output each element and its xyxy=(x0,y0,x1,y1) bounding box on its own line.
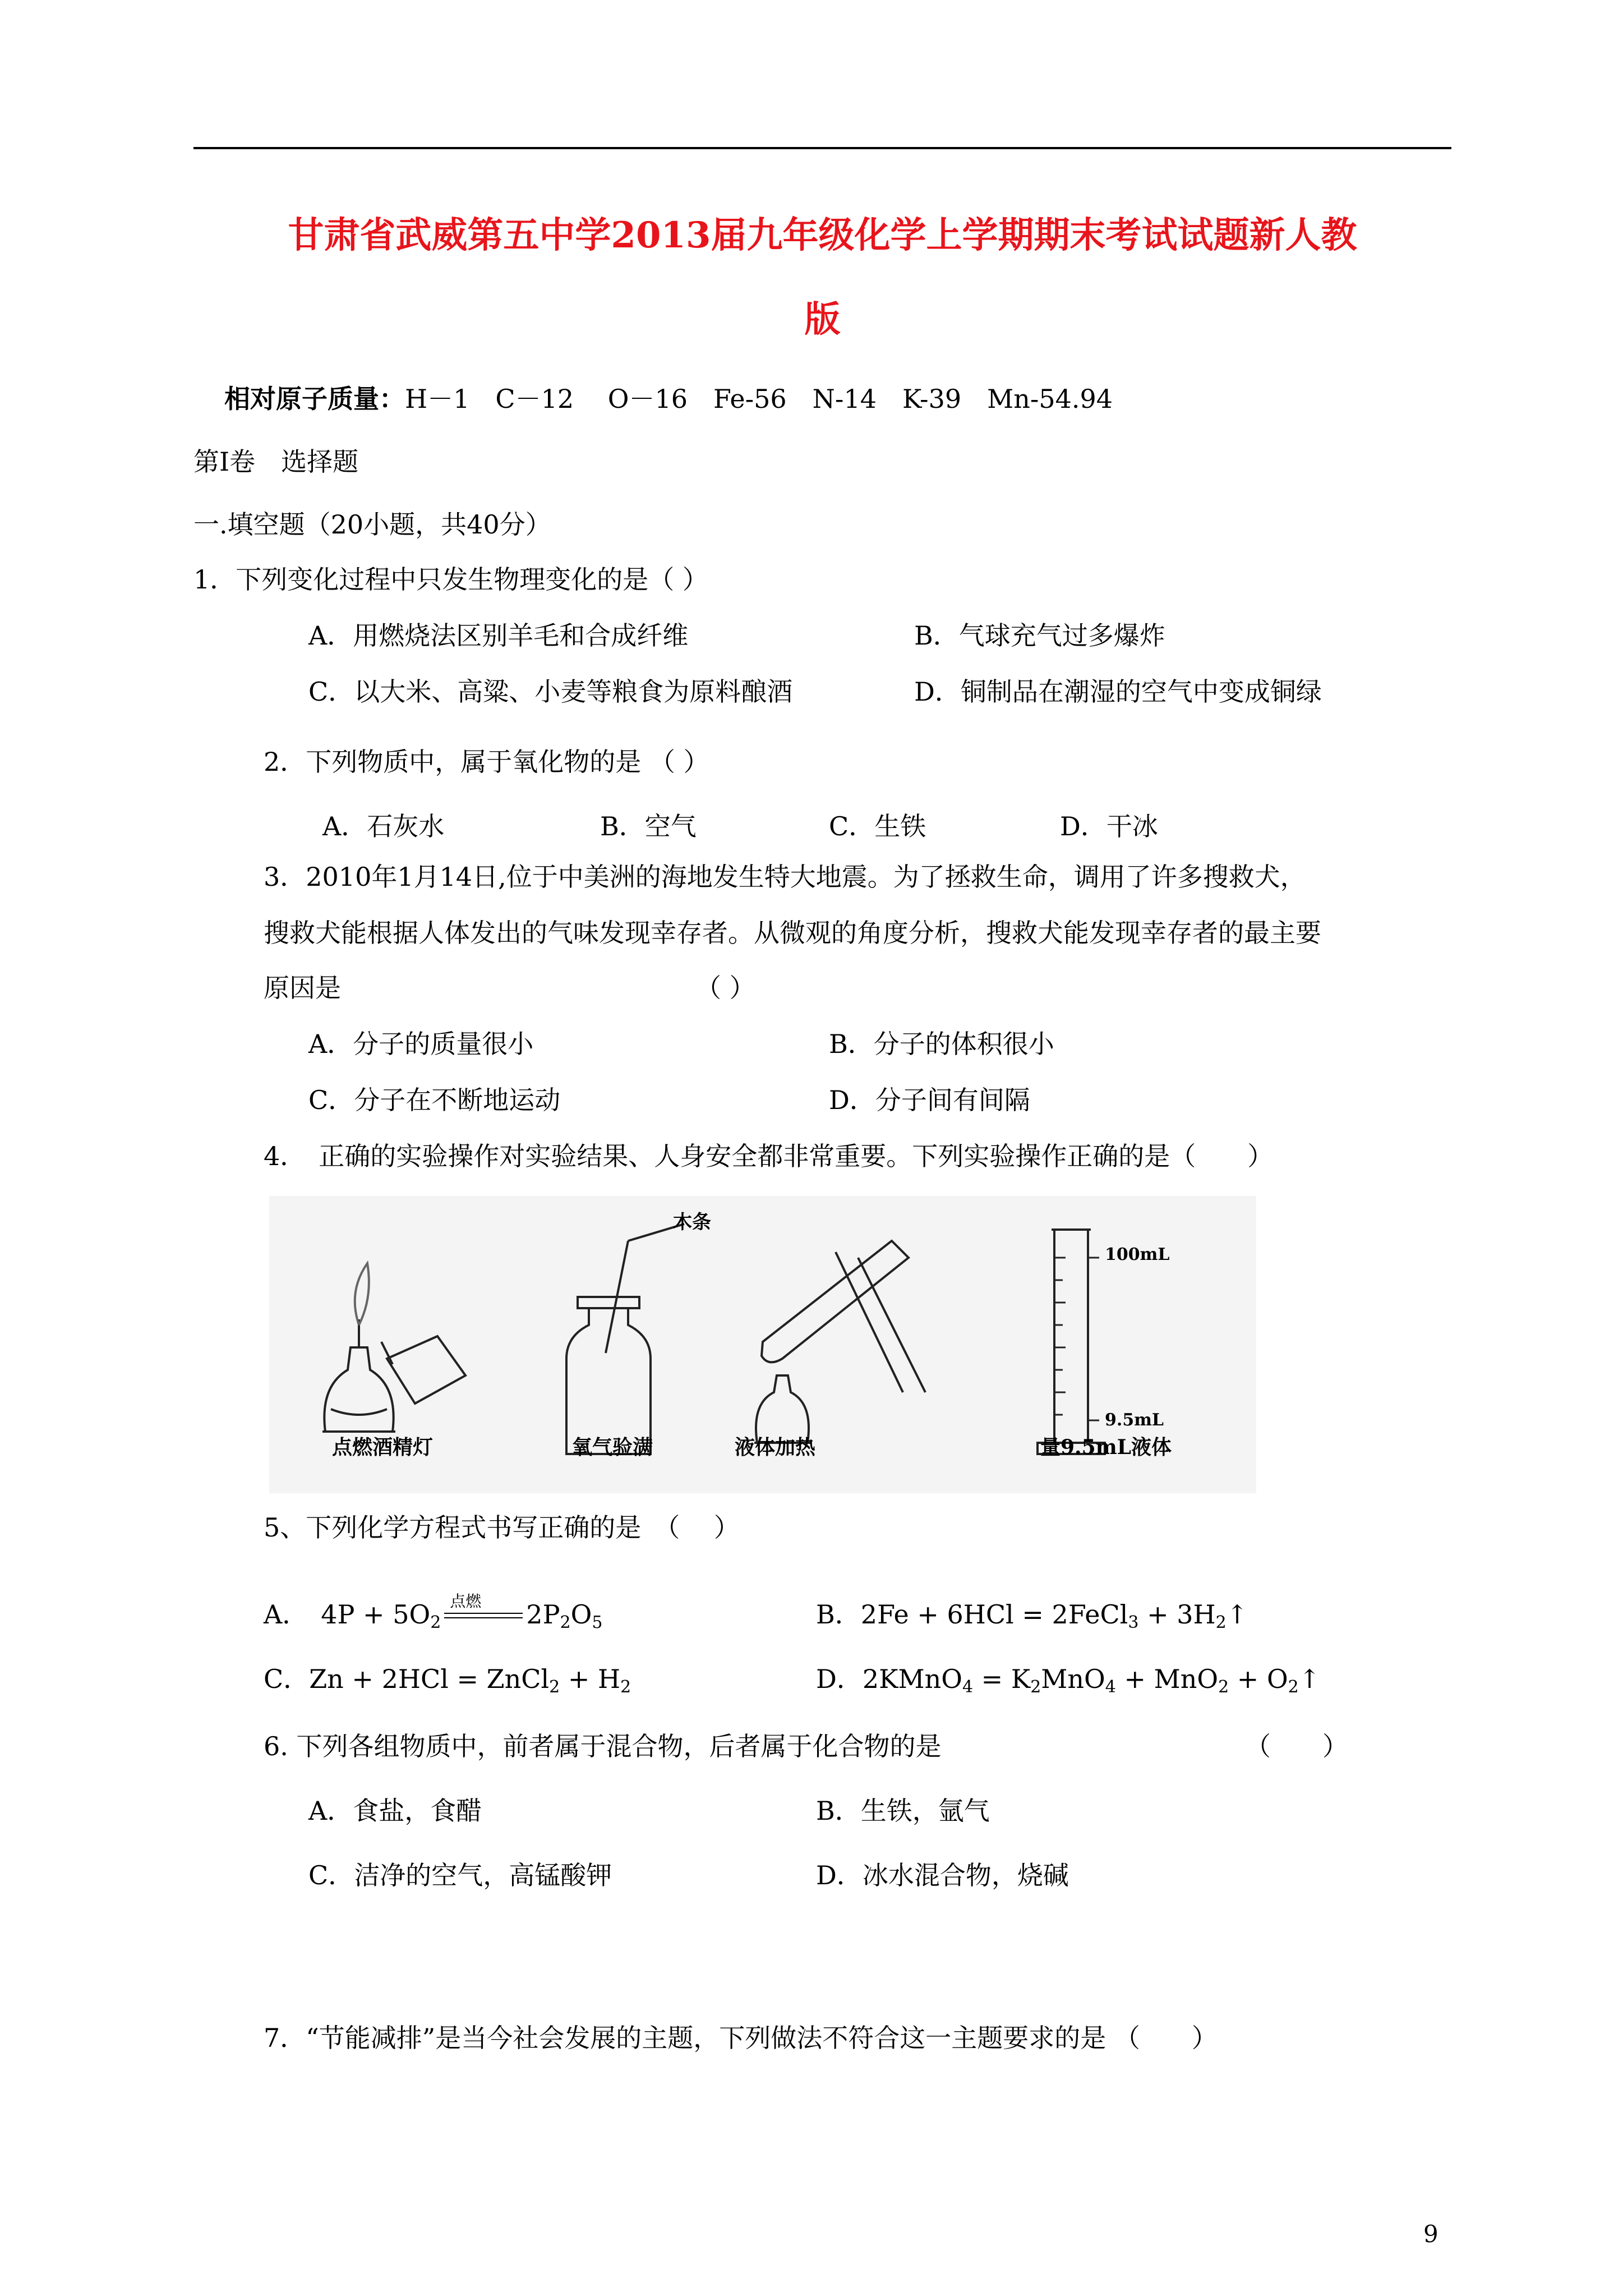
q1-option-c: C．以大米、高粱、小麦等粮食为原料酿酒 xyxy=(308,677,793,707)
q4-caption-1: 点燃酒精灯 xyxy=(332,1435,434,1459)
q6-option-d: D．冰水混合物，烧碱 xyxy=(816,1860,1069,1890)
q5-option-c: C．Zn + 2HCl = ZnCl$_2$ + $H_2$ xyxy=(264,1664,631,1697)
q2-option-c: C．生铁 xyxy=(829,811,926,841)
q2-option-a: A．石灰水 xyxy=(322,811,445,841)
q5-a-prefix: A． 4P + 5O xyxy=(264,1599,431,1630)
q3-paren: （ ） xyxy=(695,973,755,1003)
q6-stem: 6. 下列各组物质中，前者属于混合物，后者属于化合物的是 xyxy=(264,1731,942,1761)
q5-a-condition: 点燃 xyxy=(450,1592,482,1611)
q4-caption-2: 氧气验满 xyxy=(572,1435,653,1459)
atomic-mass-values: H－1 C－12 O－16 Fe-56 N-14 K-39 Mn-54.94 xyxy=(405,384,1113,414)
q6-option-c: C．洁净的空气，高锰酸钾 xyxy=(308,1860,612,1890)
q5-d-text: D．2KMnO xyxy=(816,1664,962,1694)
q5-a-arrow xyxy=(444,1592,523,1630)
page-number: 9 xyxy=(1423,2220,1438,2248)
q5-stem: 5、下列化学方程式书写正确的是 （ ） xyxy=(264,1512,740,1543)
q6-option-a: A．食盐，食醋 xyxy=(308,1796,482,1826)
q4-stem: 4． 正确的实验操作对实验结果、人身安全都非常重要。下列实验操作正确的是（ ） xyxy=(264,1141,1274,1171)
q4-label-100ml: 100mL xyxy=(1105,1245,1170,1264)
q5-b-text: B．2Fe + 6HCl = 2FeCl xyxy=(816,1599,1128,1630)
q4-caption-3: 液体加热 xyxy=(735,1435,816,1459)
q3-option-d: D．分子间有间隔 xyxy=(829,1085,1030,1115)
q3-line3: 原因是 xyxy=(264,973,341,1003)
q1-stem: 1．下列变化过程中只发生物理变化的是（ ） xyxy=(193,564,708,595)
q3-option-c: C．分子在不断地运动 xyxy=(308,1085,561,1115)
q6-paren: （ ） xyxy=(1245,1731,1348,1761)
q2-stem: 2．下列物质中，属于氧化物的是 （ ） xyxy=(264,747,709,777)
q2-option-d: D．干冰 xyxy=(1060,811,1158,841)
q5-c-text: C．Zn + 2HCl = ZnCl xyxy=(264,1664,550,1694)
q4-caption-4: 量9.5mL液体 xyxy=(1040,1435,1172,1459)
q4-label-stick: 木条 xyxy=(673,1211,711,1234)
atomic-mass-label: 相对原子质量： xyxy=(224,384,405,414)
section-heading: 一.填空题（20小题，共40分） xyxy=(193,509,551,540)
header-rule xyxy=(193,147,1451,149)
q1-option-d: D．铜制品在潮湿的空气中变成铜绿 xyxy=(914,677,1322,707)
q3-option-b: B．分子的体积很小 xyxy=(829,1029,1054,1059)
exam-title-line1: 甘肃省武威第五中学2013届九年级化学上学期期末考试试题新人教 xyxy=(288,214,1357,256)
q3-line2: 搜救犬能根据人体发出的气味发现幸存者。从微观的角度分析，搜救犬能发现幸存者的最主要 xyxy=(264,918,1321,948)
q3-line1: 3．2010年1月14日,位于中美洲的海地发生特大地震。为了拯救生命，调用了许多搜救犬， xyxy=(264,862,1306,892)
q7-stem: 7．“节能减排”是当今社会发展的主题，下列做法不符合这一主题要求的是 （ ） xyxy=(264,2023,1218,2053)
q3-option-a: A．分子的质量很小 xyxy=(308,1029,534,1059)
q5-option-a: A． $4P + 5O_2$ 点燃 $2P_2O_5$ xyxy=(264,1592,603,1632)
part-heading: 第Ⅰ卷 选择题 xyxy=(193,447,359,477)
q5-option-d: D．2KMnO$_4$ = $K_2MnO_4 + MnO_2$ + $O_2↑$ xyxy=(816,1664,1321,1697)
exam-title-line2: 版 xyxy=(804,298,841,341)
q2-option-b: B．空气 xyxy=(600,811,697,841)
q5-option-b: B．2Fe + 6HCl = 2FeCl$_3$ + $3H_2↑$ xyxy=(816,1599,1248,1632)
q1-option-b: B．气球充气过多爆炸 xyxy=(914,620,1165,651)
q5-a-suffix: 2P xyxy=(526,1599,560,1630)
q1-option-a: A．用燃烧法区别羊毛和合成纤维 xyxy=(308,620,689,651)
q4-experiment-figure xyxy=(269,1196,1256,1493)
atomic-mass-line xyxy=(224,386,1113,412)
q4-label-9-5ml: 9.5mL xyxy=(1105,1410,1164,1430)
q6-option-b: B．生铁，氩气 xyxy=(816,1796,990,1826)
